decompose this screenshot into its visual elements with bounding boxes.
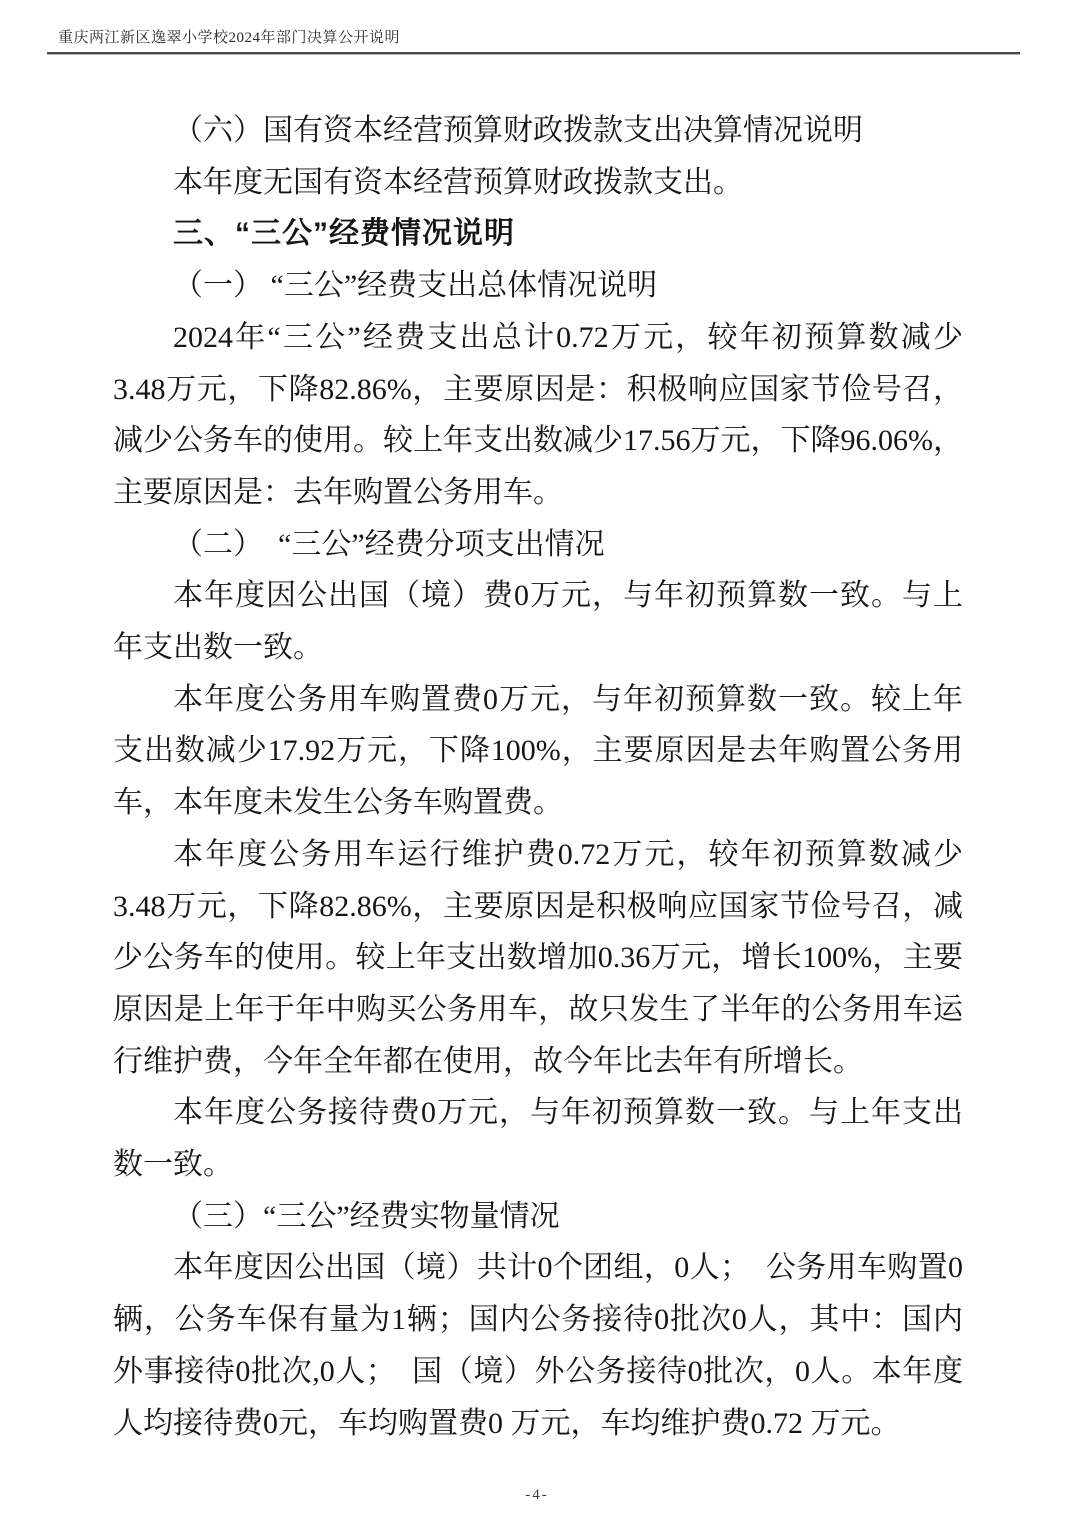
section-heading-1: （一） “三公”经费支出总体情况说明 <box>173 269 658 303</box>
body-paragraph: 2024年“三公”经费支出总计0.72万元，较年初预算数减少3.48万元，下降82.86%，主要原因是：积极响应国家节俭号召，减少公务车的使用。较上年支出数减少17.56万元，下降96.06%，主要原因是：去年购置公务用车。 <box>113 320 963 509</box>
section-heading-6: （六）国有资本经营预算财政拨款支出决算情况说明 <box>173 114 863 147</box>
body-paragraph: 本年度公务用车运行维护费0.72万元，较年初预算数减少3.48万元，下降82.86%，主要原因是积极响应国家节俭号召，减少公务车的使用。较上年支出数增加0.36万元，增长100%，主要原因是上年于年中购买公务用车，故只发生了半年的公务用车运行维护费，今年全年都在使用，故今年比去年有所增长。 <box>113 837 963 1078</box>
section-heading-3: （三）“三公”经费实物量情况 <box>173 1199 560 1233</box>
chapter-heading-3: 三、“三公”经费情况说明 <box>173 217 515 251</box>
section-heading-2: （二） “三公”经费分项支出情况 <box>173 527 605 561</box>
document-body <box>113 105 963 1449</box>
page-number: -4- <box>525 1487 549 1503</box>
body-paragraph: 本年度无国有资本经营预算财政拨款支出。 <box>173 165 743 199</box>
body-paragraph: 本年度因公出国（境）费0万元，与年初预算数一致。与上年支出数一致。 <box>113 579 963 665</box>
header-divider <box>47 52 1020 55</box>
body-paragraph: 本年度公务接待费0万元，与年初预算数一致。与上年支出数一致。 <box>113 1096 963 1182</box>
body-paragraph: 本年度因公出国（境）共计0个团组，0人； 公务用车购置0辆，公务车保有量为1辆；国内公务接待0批次0人，其中：国内外事接待0批次,0人； 国（境）外公务接待0批次，0人。本年度人均接待费0元，车均购置费0 万元，车均维护费0.72 万元。 <box>113 1251 963 1440</box>
page-header-title: 重庆两江新区逸翠小学校2024年部门决算公开说明 <box>58 30 401 46</box>
page-header <box>47 29 1020 55</box>
body-paragraph: 本年度公务用车购置费0万元，与年初预算数一致。较上年支出数减少17.92万元，下降100%，主要原因是去年购置公务用车，本年度未发生公务车购置费。 <box>113 682 963 820</box>
